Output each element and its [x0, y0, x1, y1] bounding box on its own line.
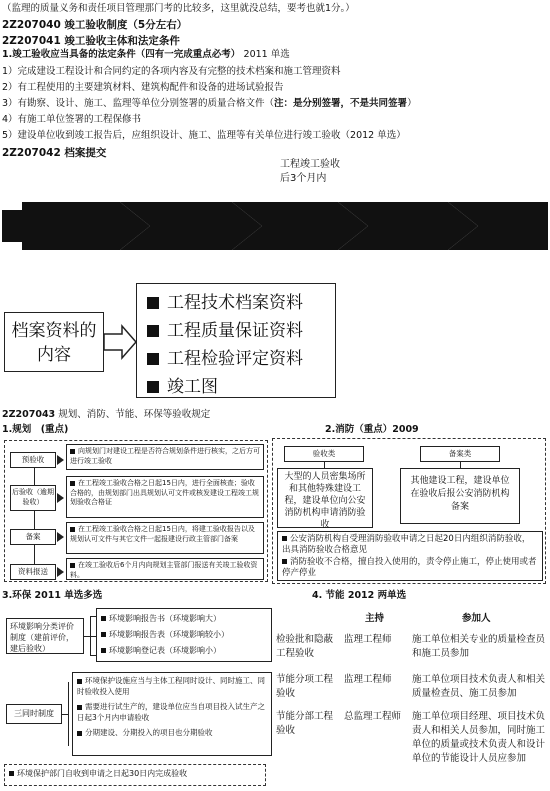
arrow-right-icon — [57, 567, 64, 577]
archive-content-label: 档案资料的内容 — [11, 321, 97, 365]
planning-desc-box: 在工程竣工验收合格之日起15日内，进行全面核查；验收合格的，由规划部门出具规划认可文件或核发建设工程竣工规划验收合格证 — [66, 476, 264, 518]
timeline-arrow-graphic — [2, 180, 548, 270]
bullet-square-icon — [101, 648, 106, 653]
energy-col-host: 主持 — [365, 613, 385, 624]
env-classify-items — [96, 608, 272, 662]
energy-row-host: 总监理工程师 — [344, 711, 402, 722]
bullet-square-icon — [9, 771, 14, 776]
fire-right-box: 其他建设工程，建设单位在验收后报公安消防机构备案 — [400, 468, 520, 524]
subsection-title — [2, 33, 180, 48]
condition-item-4: 4）有施工单位签署的工程保修书 — [2, 114, 142, 125]
archive-item-1: 工程技术档案资料 — [147, 289, 335, 317]
bullet-square-icon — [70, 527, 75, 532]
env-connector — [68, 682, 69, 746]
archive-item-3: 工程检验评定资料 — [147, 345, 335, 373]
section-title — [2, 17, 187, 32]
bullet-square-icon — [147, 381, 159, 393]
planning-title: 1.规划 (重点) — [2, 424, 69, 435]
condition-item-3: 3）有勘察、设计、施工、监理等单位分别签署的质量合格文件（注：是分别签署，不是共同签署） — [2, 98, 417, 109]
arrow-right-icon — [57, 455, 64, 465]
energy-row-item: 节能分部工程验收 — [276, 711, 334, 736]
bullet-square-icon — [70, 563, 75, 568]
bullet-square-icon — [282, 559, 287, 564]
planning-desc-box: 在竣工验收后6个月内向规划主管部门报送有关竣工验收资料。 — [66, 558, 264, 580]
planning-desc-box: 向规划门对建设工程是否符合规划条件进行核实，之后方可进行竣工验收 — [66, 444, 264, 470]
energy-title: 4. 节能 2012 两单选 — [312, 590, 407, 601]
fire-note-1: 公安消防机构自受理消防验收申请之日起20日内组织消防验收，出具消防验收合格意见 — [282, 534, 531, 555]
planning-label-box: 预验收 — [10, 452, 56, 468]
energy-row-join: 施工单位相关专业的质量检查员和施工员参加 — [412, 634, 546, 659]
fire-note-2: 消防验收不合格，擅自投入使用的，责令停止施工，停止使用或者停产停业 — [282, 557, 537, 578]
timeline-bar-start — [2, 210, 22, 242]
condition-item-2: 2）有工程使用的主要建筑材料、建筑构配件和设备的进场试验报告 — [2, 82, 284, 93]
arrow-right-icon — [57, 493, 64, 503]
archive-item-2: 工程质量保证资料 — [147, 317, 335, 345]
subsection-code: 2Z207041 — [2, 35, 61, 47]
bullet-square-icon — [147, 353, 159, 365]
signing-note: 注：是分别签署，不是共同签署 — [274, 98, 408, 109]
env-three-item: 环境保护设施应当与主体工程同时设计、同时施工、同时验收投入使用 — [77, 676, 265, 696]
bullet-square-icon — [77, 731, 82, 736]
energy-row-item: 检验批和隐蔽工程验收 — [276, 634, 334, 659]
energy-row-join: 施工单位项目经理、项目技术负责人和相关人员参加，同时施工单位的质量或技术负责人和设计单位的节能设计人员应参加 — [412, 711, 546, 764]
condition-item-1: 1）完成建设工程设计和合同约定的各项内容及有完整的技术档案和施工管理资料 — [2, 66, 341, 77]
fire-left-box: 大型的人员密集场所和其他特殊建设工程，建设单位向公安消防机构申请消防验收 — [277, 468, 373, 528]
env-three-items — [72, 672, 272, 756]
env-classify-item: 环境影响报告表（环境影响较小） — [101, 627, 267, 643]
bullet-square-icon — [70, 449, 75, 454]
archive-items-box — [136, 283, 336, 398]
env-three-item: 需要进行试生产的，建设单位应当自项目投入试生产之日起3个月内申请验收 — [77, 702, 265, 722]
arrow-right-icon — [104, 324, 138, 360]
env-three-box: 三同时制度 — [6, 704, 62, 724]
section-heading: 竣工验收制度（5分左右） — [64, 19, 188, 31]
env-classify-item: 环境影响报告书（环境影响大） — [101, 611, 267, 627]
env-classify-item: 环境影响登记表（环境影响小） — [101, 643, 267, 659]
bullet-square-icon — [147, 325, 159, 337]
subsection-heading: 竣工验收主体和法定条件 — [64, 35, 180, 47]
fire-head-box: 备案类 — [420, 446, 500, 462]
energy-col-join: 参加人 — [462, 613, 491, 624]
planning-desc-box: 在工程竣工验收合格之日起15日内，将建工验收报告以及规划认可文件与其它文件一起报建设行政主管部门备案 — [66, 522, 264, 554]
env-footer-note: 环境保护部门自收到申请之日起30日内完成验收 — [4, 764, 266, 786]
bullet-square-icon — [101, 616, 106, 621]
bullet-square-icon — [77, 679, 82, 684]
fire-title: 2.消防（重点）2009 — [325, 424, 419, 435]
fire-head-box: 验收类 — [284, 446, 364, 462]
planning-connector — [34, 462, 35, 574]
archive-section-title: 2Z207042 档案提交 — [2, 147, 107, 159]
fire-notes-box — [277, 531, 543, 581]
bullet-square-icon — [77, 705, 82, 710]
planning-label-box: 备案 — [10, 529, 56, 545]
energy-row-join: 施工单位项目技术负责人和相关质量检查员、施工员参加 — [412, 674, 546, 699]
arrow-right-icon — [57, 532, 64, 542]
energy-row-host: 监理工程师 — [344, 674, 392, 685]
env-classify-box: 环境影响分类评价制度（建前评价，建后验收） — [6, 618, 84, 654]
env-title: 3.环保 2011 单选多选 — [2, 590, 103, 601]
condition-item-5: 5）建设单位收到竣工报告后，应组织设计、施工、监理等有关单位进行竣工验收（2012 单选） — [2, 130, 406, 141]
energy-row-host: 监理工程师 — [344, 634, 392, 645]
section-code: 2Z207040 — [2, 19, 61, 31]
planning-label-box: 资料报送 — [10, 564, 56, 580]
bullet-square-icon — [147, 297, 159, 309]
bullet-square-icon — [282, 536, 287, 541]
bullet-square-icon — [101, 632, 106, 637]
inspection-section-title: 2Z207043 规划、消防、节能、环保等验收规定 — [2, 409, 211, 420]
energy-row-item: 节能分项工程验收 — [276, 674, 334, 699]
timeline-label: 工程竣工验收后3个月内 — [280, 159, 340, 184]
point-title: 1.竣工验收应当具备的法定条件（四有一完成重点必考） 2011 单选 — [2, 49, 290, 60]
archive-content-box — [4, 312, 104, 372]
planning-label-box: 后验收（逾期验收） — [10, 485, 56, 511]
bullet-square-icon — [70, 481, 75, 486]
env-three-item: 分期建设、分期投入的项目也分期验收 — [77, 728, 267, 739]
archive-item-4: 竣工图 — [147, 373, 335, 401]
intro-note: （监理的质量义务和责任项目管理那门考的比较多，这里就没总结，要考也就1分。） — [2, 3, 355, 14]
